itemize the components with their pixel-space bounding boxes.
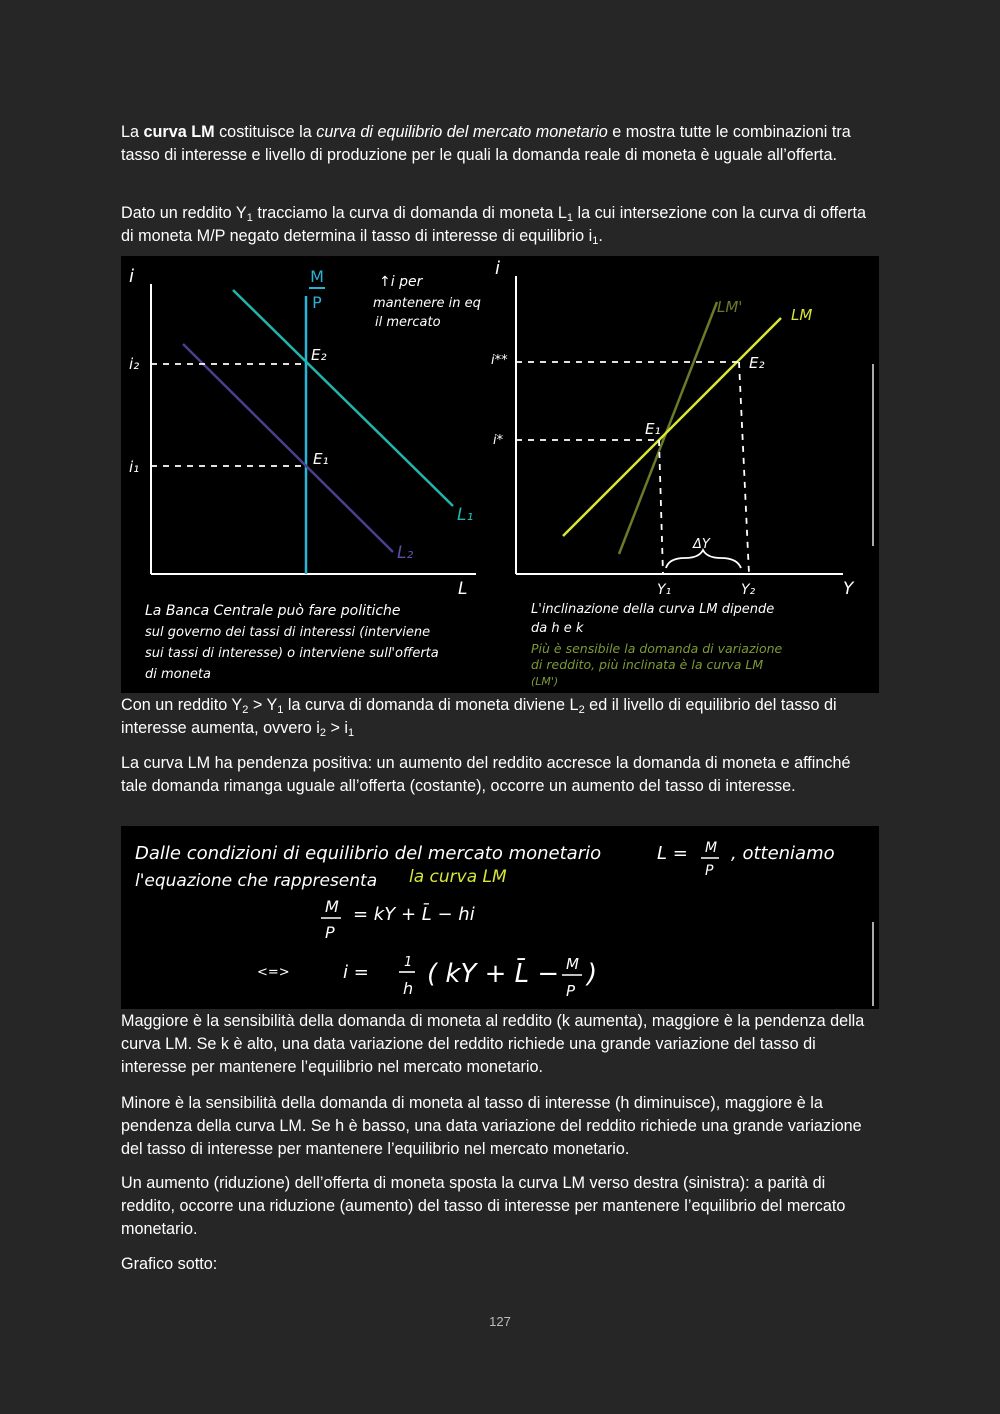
eq-line2-text: l'equazione che rappresenta bbox=[135, 871, 378, 891]
label-i1: i₁ bbox=[129, 458, 140, 476]
paragraph-h-sensitivity: Minore è la sensibilità della domanda di moneta al tasso di interesse (h diminuisce), maggiore è la pendenza della curva LM. Se h è basso, una data variazione del reddito richiede una grande variazione del tasso di interesse per mantenere l’equilibrio nel mercato monetario. bbox=[121, 1094, 862, 1158]
eq2-frac-bottom: P bbox=[566, 982, 576, 1000]
curve-lm bbox=[563, 318, 781, 536]
label-istar2: i** bbox=[491, 353, 508, 368]
term-equilibrium-curve: curva di equilibrio del mercato monetario bbox=[316, 123, 608, 141]
curve-lm-prime bbox=[619, 302, 717, 554]
right-caption-4: di reddito, più inclinata è la curva LM bbox=[531, 657, 764, 672]
money-market-diagram bbox=[121, 256, 879, 693]
left-caption-4: di moneta bbox=[145, 667, 211, 682]
point-e2-label: E₂ bbox=[311, 346, 327, 364]
eq1-frac-bottom: P bbox=[325, 923, 335, 942]
left-axis-l-label: L bbox=[458, 579, 468, 599]
eq2-lhs: i = bbox=[343, 962, 369, 983]
term-curva-lm: curva LM bbox=[143, 123, 215, 141]
money-market-figure bbox=[121, 256, 879, 693]
curve-lm-label: LM bbox=[791, 306, 813, 324]
eq-line1-l: L = bbox=[657, 843, 688, 864]
delta-y-brace bbox=[666, 550, 741, 568]
paragraph-income-increase: Con un reddito $Y_2 > Y_1$ la curva di domanda di moneta diviene $L_2$ ed il livello di equilibrio del tasso di interesse aumenta, ovvero $i_2 > i_1$ bbox=[121, 696, 837, 739]
right-caption-3: Più è sensibile la domanda di variazione bbox=[531, 641, 783, 656]
right-axis-y-label: Y bbox=[843, 579, 854, 599]
right-caption-1: L'inclinazione della curva LM dipende bbox=[531, 602, 775, 617]
label-y1: Y₁ bbox=[657, 582, 672, 598]
paragraph-money-demand: Dato un reddito $Y_1$ tracciamo la curva di domanda di moneta $L_1$ la cui intersezione con la curva di offerta di moneta M/P negato determina il tasso di interesse di equilibrio $i_1$. bbox=[121, 204, 867, 247]
lm-equation-panel bbox=[121, 826, 879, 1009]
note-line-3: il mercato bbox=[375, 315, 441, 330]
label-y2: Y₂ bbox=[741, 582, 756, 598]
right-caption-2: da h e k bbox=[531, 621, 584, 636]
paragraph-lm-definition: La curva LM costituisce la curva di equilibrio del mercato monetario e mostra tutte le combinazioni tra tasso di interesse e livello di produzione per le quali la domanda reale di moneta è uguale all’offerta. bbox=[121, 123, 851, 164]
paragraph-money-supply-shift: Un aumento (riduzione) dell’offerta di moneta sposta la curva LM verso destra (sinistra): a parità di reddito, occorre una riduzione (aumento) del tasso di interesse per mantenere l’equilibrio del mercato monetario. bbox=[121, 1174, 846, 1238]
curve-l2 bbox=[183, 344, 393, 552]
delta-y-label: ΔY bbox=[693, 537, 710, 552]
eq-line2-lm: la curva LM bbox=[409, 867, 507, 887]
curve-lm-prime-label: LM' bbox=[717, 298, 743, 316]
eq1-rhs: = kY + L̄ − hi bbox=[353, 904, 475, 925]
right-caption-5: (LM') bbox=[531, 675, 559, 688]
left-caption-2: sul governo dei tassi di interessi (interviene bbox=[145, 625, 431, 640]
note-line-1: ↑i per bbox=[379, 274, 423, 290]
eq2-arrow: <=> bbox=[257, 965, 290, 980]
paragraph-k-sensitivity: Maggiore è la sensibilità della domanda di moneta al reddito (k aumenta), maggiore è la pendenza della curva LM. Se k è alto, una data variazione del reddito richiede una grande variazione del tasso di interesse per mantenere l’equilibrio nel mercato monetario. bbox=[121, 1012, 865, 1076]
right-point-e2-label: E₂ bbox=[749, 354, 765, 372]
eq-line1-frac-top: M bbox=[705, 840, 718, 856]
eq2-frac-top: M bbox=[566, 955, 579, 973]
y2-dashed bbox=[739, 362, 749, 574]
label-i2: i₂ bbox=[129, 355, 140, 373]
eq2-one: 1 bbox=[404, 955, 413, 970]
paragraph-graph-below: Grafico sotto: bbox=[121, 1255, 218, 1273]
left-axis-i-label: i bbox=[129, 266, 135, 287]
eq-line1-frac-bottom: P bbox=[705, 863, 714, 879]
supply-label-m: M bbox=[310, 267, 324, 286]
page-number: 127 bbox=[489, 1314, 511, 1329]
note-line-2: mantenere in eq bbox=[373, 296, 481, 311]
supply-label-p: P bbox=[312, 293, 322, 312]
label-istar: i* bbox=[493, 433, 504, 448]
left-caption-1: La Banca Centrale può fare politiche bbox=[145, 603, 401, 619]
eq1-frac-top: M bbox=[325, 897, 339, 916]
curve-l1-label: L₁ bbox=[457, 505, 474, 525]
right-point-e1-label: E₁ bbox=[645, 420, 661, 438]
eq2-h: h bbox=[403, 979, 414, 998]
curve-l2-label: L₂ bbox=[397, 543, 414, 563]
y1-dashed bbox=[659, 440, 663, 574]
eq-line1-result: , otteniamo bbox=[731, 843, 835, 864]
left-caption-3: sui tassi di interesse) o interviene sull'offerta bbox=[145, 646, 439, 661]
eq2-rhs: ( kY + L̄ − bbox=[427, 959, 560, 989]
eq2-close: ) bbox=[587, 959, 598, 989]
paragraph-positive-slope: La curva LM ha pendenza positiva: un aumento del reddito accresce la domanda di moneta e affinché tale domanda rimanga uguale all’offerta (costante), occorre un aumento del tasso di interesse. bbox=[121, 754, 851, 795]
point-e1-label: E₁ bbox=[313, 450, 329, 468]
eq-line1-text: Dalle condizioni di equilibrio del mercato monetario bbox=[135, 843, 602, 864]
lm-equation-figure bbox=[121, 826, 879, 1009]
right-axis-i-label: i bbox=[495, 258, 501, 279]
